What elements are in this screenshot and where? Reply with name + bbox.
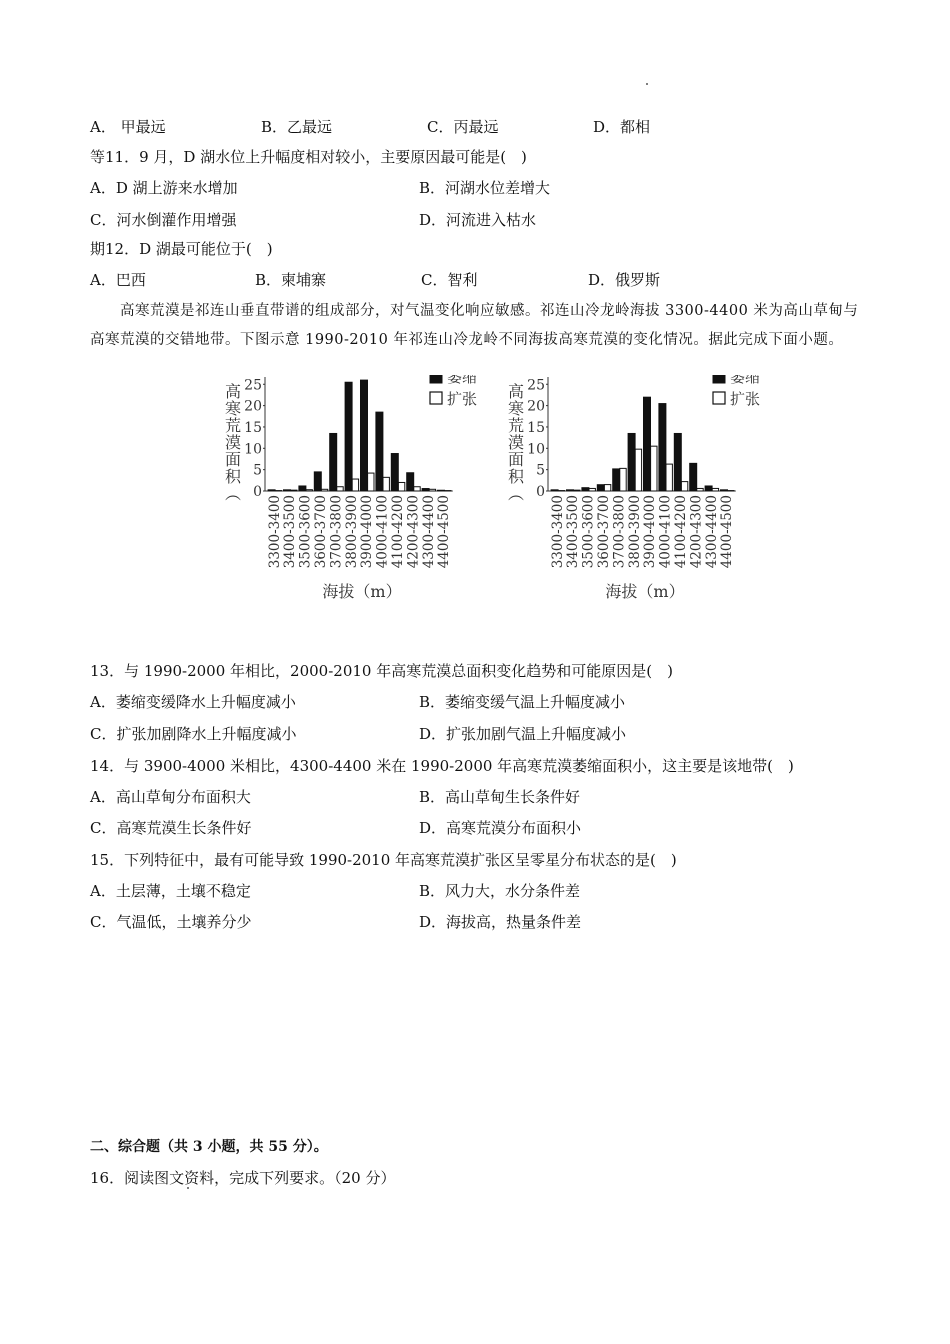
chart2-bar-expand bbox=[666, 464, 672, 491]
chart1-ytick-label: 10 bbox=[244, 441, 262, 458]
chart1-xtick-label: 4000-4100 bbox=[374, 495, 391, 569]
q11-option-a: A．D 湖上游来水增加 bbox=[90, 179, 238, 197]
chart1-bar-shrink bbox=[422, 488, 429, 491]
chart1-legend-label-expand: 扩张 bbox=[447, 390, 478, 408]
chart1-ytick-label: 5 bbox=[253, 462, 262, 479]
chart1-bar-shrink bbox=[360, 380, 367, 491]
chart2-bar-expand bbox=[712, 488, 718, 491]
chart2-xtick-label: 3700-3800 bbox=[611, 495, 628, 569]
q12-option-b: B．柬埔寨 bbox=[255, 271, 327, 289]
chart1-bar-shrink bbox=[376, 412, 383, 491]
bar-charts bbox=[220, 375, 765, 605]
chart1-bar-expand bbox=[383, 477, 389, 491]
chart1-xtick-label: 3400-3500 bbox=[282, 495, 299, 569]
chart1-bar-expand bbox=[337, 487, 343, 491]
passage-text: 高寒荒漠是祁连山垂直带谱的组成部分，对气温变化响应敏感。祁连山冷龙岭海拔 3300-4400 米为高山草甸与高寒荒漠的交错地带。下图示意 1990-2010 年祁连山冷龙岭不同海拔高寒荒漠的变化情况。据此完成下面小题。 bbox=[90, 303, 859, 348]
chart2-xtick-label: 3900-4000 bbox=[642, 495, 659, 569]
chart2-bar-expand bbox=[574, 490, 580, 491]
chart2-ylabel: 高寒荒漠面积（ bbox=[505, 383, 525, 502]
chart1-bar-shrink bbox=[268, 490, 275, 491]
q15-option-b: B．风力大，水分条件差 bbox=[419, 882, 581, 900]
chart1-legend-label-shrink: 萎缩 bbox=[447, 375, 478, 386]
page-mark-dot bbox=[646, 83, 648, 85]
chart1-bar-expand bbox=[429, 489, 435, 491]
chart2-bar-expand bbox=[620, 468, 626, 491]
chart1-bar-shrink bbox=[391, 453, 398, 491]
chart2-ytick-label: 5 bbox=[536, 462, 545, 479]
q12-option-c: C．智利 bbox=[421, 271, 478, 289]
footer-dot bbox=[187, 1187, 189, 1189]
chart1-ylabel: 高寒荒漠面积（ bbox=[222, 383, 242, 502]
chart1-legend-swatch-expand bbox=[430, 392, 442, 404]
q10-option-c: C．丙最远 bbox=[427, 118, 499, 136]
q15-stem: 15．下列特征中，最有可能导致 1990-2010 年高寒荒漠扩张区呈零星分布状态的是( ) bbox=[90, 851, 677, 869]
chart1-xtick-label: 3600-3700 bbox=[313, 495, 329, 569]
chart1-bar-expand bbox=[352, 479, 358, 491]
chart1-xtick-label: 3700-3800 bbox=[328, 495, 345, 569]
chart2-xtick-label: 3300-3400 bbox=[549, 495, 566, 569]
chart2-bar-shrink bbox=[705, 486, 712, 491]
chart2-bar-expand bbox=[651, 446, 657, 491]
chart2-bar-shrink bbox=[720, 490, 727, 491]
q15-option-d: D．海拔高，热量条件差 bbox=[419, 913, 582, 931]
chart1-xlabel: 海拔（m） bbox=[322, 582, 402, 601]
section-heading: 二、综合题（共 3 小题，共 55 分）。 bbox=[90, 1139, 328, 1155]
chart2-legend-swatch-expand bbox=[713, 392, 725, 404]
chart1-bar-expand bbox=[368, 473, 374, 491]
chart2-bar-shrink bbox=[659, 403, 666, 491]
q10-option-d: D．都相 bbox=[593, 118, 651, 136]
q12-option-a: A．巴西 bbox=[90, 271, 146, 289]
chart1-bar-expand bbox=[306, 490, 312, 491]
chart2-xtick-label: 3800-3900 bbox=[626, 495, 643, 569]
chart2-ytick-label: 10 bbox=[527, 441, 545, 458]
chart1-bar-expand bbox=[414, 487, 420, 491]
chart2-legend-label-expand: 扩张 bbox=[730, 390, 761, 408]
chart2-xtick-label: 4300-4400 bbox=[703, 495, 720, 569]
chart2-bar-shrink bbox=[613, 469, 620, 491]
chart2-ytick-label: 25 bbox=[527, 377, 545, 394]
chart1-xtick-label: 4400-4500 bbox=[436, 495, 453, 569]
chart1-ytick-label: 20 bbox=[244, 398, 262, 415]
chart2-xtick-label: 4200-4300 bbox=[688, 495, 705, 569]
chart2-bar-shrink bbox=[566, 490, 573, 491]
chart2-bar-expand bbox=[589, 488, 595, 491]
q13-stem: 13．与 1990-2000 年相比，2000-2010 年高寒荒漠总面积变化趋势和可能原因是( ) bbox=[90, 662, 673, 680]
chart1-xtick-label: 3800-3900 bbox=[343, 495, 360, 569]
chart2-xtick-label: 3400-3500 bbox=[565, 495, 582, 569]
elevation-change-charts bbox=[220, 375, 765, 605]
chart1-ytick-label: 0 bbox=[253, 484, 262, 500]
q14-option-c: C．高寒荒漠生长条件好 bbox=[90, 819, 252, 837]
chart1-bar-expand bbox=[321, 489, 327, 491]
chart2-bar-expand bbox=[681, 482, 687, 491]
chart2-xtick-label: 4100-4200 bbox=[673, 495, 689, 569]
chart2-bar-shrink bbox=[643, 397, 650, 491]
q11-option-c: C．河水倒灌作用增强 bbox=[90, 211, 237, 229]
q14-option-a: A．高山草甸分布面积大 bbox=[90, 788, 251, 806]
q15-option-a: A．土层薄，土壤不稳定 bbox=[90, 882, 251, 900]
chart1-xtick-label: 3500-3600 bbox=[297, 495, 314, 569]
chart2-bar-shrink bbox=[628, 433, 635, 491]
chart1-xtick-label: 4300-4400 bbox=[420, 495, 437, 569]
chart1-bar-shrink bbox=[283, 490, 290, 491]
q14-stem: 14．与 3900-4000 米相比，4300-4400 米在 1990-2000 年高寒荒漠萎缩面积小，这主要是该地带( ) bbox=[90, 757, 794, 775]
chart2-bar-shrink bbox=[582, 488, 589, 491]
chart1-xtick-label: 3900-4000 bbox=[359, 495, 376, 569]
chart2-bar-shrink bbox=[674, 433, 681, 491]
q11-option-b: B．河湖水位差增大 bbox=[419, 179, 551, 197]
q14-option-d: D．高寒荒漠分布面积小 bbox=[419, 819, 582, 837]
q15-option-c: C．气温低，土壤养分少 bbox=[90, 913, 252, 931]
q12-stem: 期12．D 湖最可能位于( ) bbox=[90, 240, 273, 258]
chart1-bar-shrink bbox=[437, 490, 444, 491]
chart1-bar-shrink bbox=[299, 486, 306, 491]
chart2-xtick-label: 3600-3700 bbox=[596, 495, 612, 569]
chart2-bar-shrink bbox=[551, 490, 558, 491]
chart2-ytick-label: 15 bbox=[527, 419, 545, 436]
chart1-bar-expand bbox=[291, 490, 297, 491]
chart1-bar-shrink bbox=[330, 433, 337, 491]
chart1-bar-expand bbox=[398, 482, 404, 491]
chart1-xtick-label: 4200-4300 bbox=[405, 495, 422, 569]
q13-option-d: D．扩张加剧气温上升幅度减小 bbox=[419, 725, 627, 743]
chart2-xtick-label: 4400-4500 bbox=[719, 495, 736, 569]
chart1-ytick-label: 15 bbox=[244, 419, 262, 436]
q14-option-b: B．高山草甸生长条件好 bbox=[419, 788, 581, 806]
q13-option-c: C．扩张加剧降水上升幅度减小 bbox=[90, 725, 297, 743]
chart2-ytick-label: 20 bbox=[527, 398, 545, 415]
chart1-legend-swatch-shrink bbox=[430, 375, 442, 383]
chart2-xtick-label: 3500-3600 bbox=[580, 495, 597, 569]
q10-option-b: B．乙最远 bbox=[261, 118, 333, 136]
chart1-bar-shrink bbox=[345, 382, 352, 491]
q11-stem: 等11．9 月，D 湖水位上升幅度相对较小，主要原因最可能是( ) bbox=[90, 148, 527, 166]
chart2-bar-shrink bbox=[690, 463, 697, 491]
chart2-ytick-label: 0 bbox=[536, 484, 545, 500]
chart1-bar-shrink bbox=[314, 472, 321, 491]
chart2-xlabel: 海拔（m） bbox=[605, 582, 685, 601]
q10-option-a: A． 甲最远 bbox=[90, 118, 166, 136]
chart1-xtick-label: 4100-4200 bbox=[390, 495, 406, 569]
chart2-bar-expand bbox=[697, 488, 703, 491]
q12-option-d: D．俄罗斯 bbox=[588, 271, 661, 289]
chart2-bar-shrink bbox=[597, 485, 604, 491]
chart2-xtick-label: 4000-4100 bbox=[657, 494, 674, 569]
chart1-bar-shrink bbox=[407, 473, 414, 491]
chart2-legend-swatch-shrink bbox=[713, 375, 725, 383]
q13-option-a: A．萎缩变缓降水上升幅度减小 bbox=[90, 693, 296, 711]
chart2-legend-label-shrink: 萎缩 bbox=[730, 375, 761, 386]
chart1-xtick-label: 3300-3400 bbox=[266, 495, 283, 569]
chart2-bar-expand bbox=[635, 449, 641, 491]
q16-stem: 16．阅读图文资料，完成下列要求。（20 分） bbox=[90, 1169, 396, 1187]
chart1-ytick-label: 25 bbox=[244, 377, 262, 394]
chart2-bar-expand bbox=[604, 485, 610, 491]
q11-option-d: D．河流进入枯水 bbox=[419, 211, 537, 229]
q13-option-b: B．萎缩变缓气温上升幅度减小 bbox=[419, 693, 626, 711]
